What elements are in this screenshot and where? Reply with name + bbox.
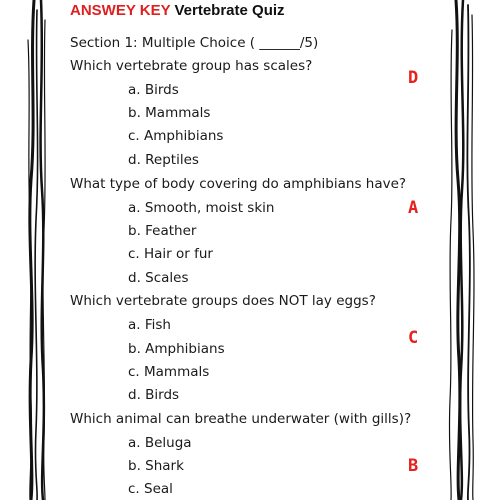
question-4: Which animal can breathe underwater (with gills)? [70,411,412,427]
question-4-option-c: c. Seal [128,481,173,497]
question-3-option-a: a. Fish [128,317,171,333]
quiz-title [70,2,285,19]
question-4-option-b: b. Shark [128,458,184,474]
answer-key-label: ANSWEY KEY [70,2,171,19]
question-3-option-d: d. Birds [128,387,180,403]
section-heading: Section 1: Multiple Choice ( ______/5) [70,35,319,51]
question-2-option-a: a. Smooth, moist skin [128,200,275,216]
question-1-answer: D [408,68,419,88]
question-2: What type of body covering do amphibians have? [70,176,407,192]
question-1-option-b: b. Mammals [128,105,211,121]
question-1-option-a: a. Birds [128,82,179,98]
question-2-answer: A [408,198,419,218]
quiz-title-text: Vertebrate Quiz [174,2,285,19]
question-4-option-a: a. Beluga [128,435,192,451]
question-3-answer: C [408,328,419,348]
question-2-option-d: d. Scales [128,270,189,286]
question-2-option-c: c. Hair or fur [128,246,213,262]
question-3: Which vertebrate groups does NOT lay eggs? [70,293,376,309]
question-1-option-c: c. Amphibians [128,128,224,144]
question-1: Which vertebrate group has scales? [70,58,313,74]
question-4-answer: B [408,456,419,476]
question-3-option-c: c. Mammals [128,364,210,380]
question-2-option-b: b. Feather [128,223,197,239]
question-3-option-b: b. Amphibians [128,341,225,357]
question-1-option-d: d. Reptiles [128,152,199,168]
